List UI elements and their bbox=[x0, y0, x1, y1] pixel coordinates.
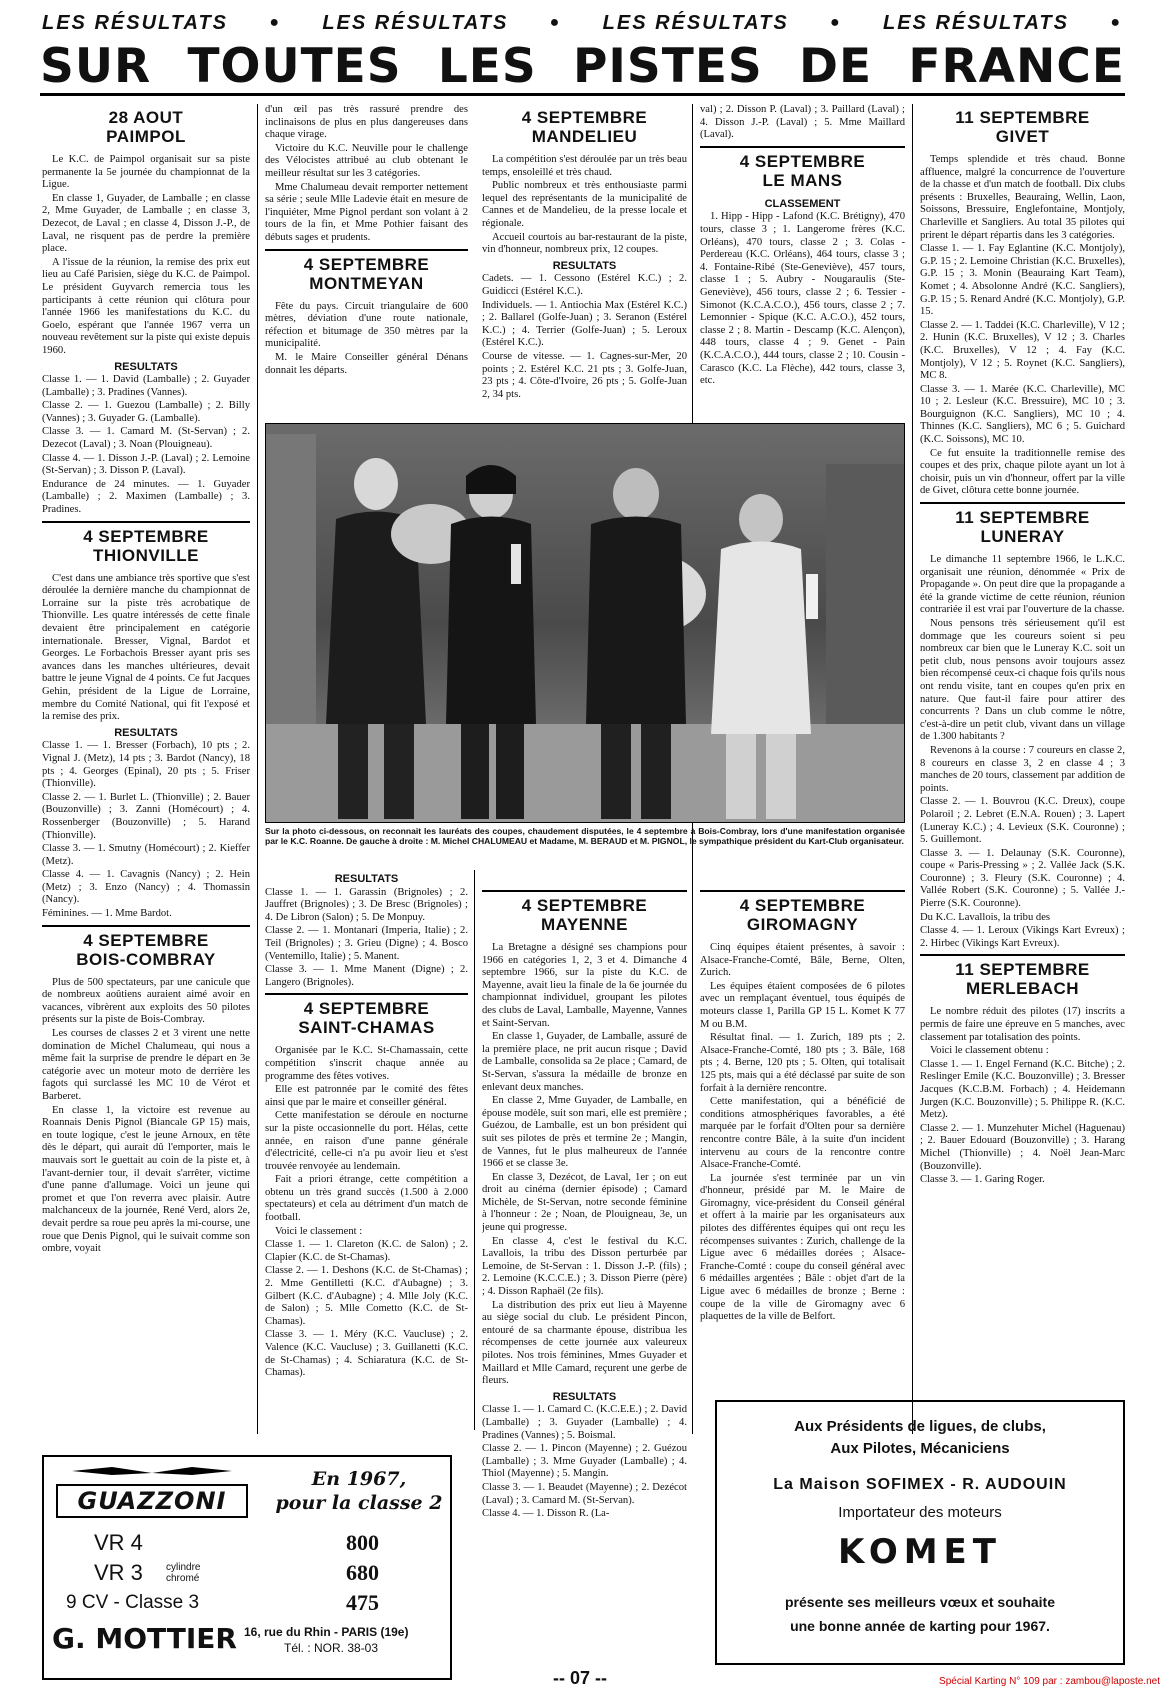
section-heading-thionville: 4 SEPTEMBRE THIONVILLE bbox=[83, 526, 209, 565]
result-line: Classe 2. — 1. Deshons (K.C. de St-Chamas) ; 2. Mme Gentilletti (K.C. d'Aubagne) ; 3. Gilbert (K.C. d'Aubagne) ; 4. Mlle Joly (K.C. de Salon) ; 5. Mlle Cometto (K.C. de St-Chamas). bbox=[265, 1265, 468, 1327]
section-heading-saint-chamas: 4 SEPTEMBRE SAINT-CHAMAS bbox=[298, 999, 435, 1038]
article-paragraph: En classe 1, la victoire est revenue au Roannais Denis Pignol (Biancale GP 15) mais, en toute logique, c'est le jeune Arnoux, en tête dès le départ, qui aurait dû l'emporter, mais le mauvais sort le guettait au coin de la piste et, à l'avant-dernier tour, il devait s'arrêter, victime d'une panne d'allumage. Voici un jeune qui promet et que l'on reverra avec plaisir. Autre malchanceux de la journée, René Verd, alors 2e, devait perdre sa roue peu après la mi-course, une roue que Denis Pignol, qui le suivait comme son ombre, voyait bbox=[42, 1104, 250, 1255]
article-paragraph: Public nombreux et très enthousiaste parmi lequel des représentants de la municipalité de Cannes et de Mandelieu, de la presse locale et régionale. bbox=[482, 180, 687, 229]
result-line: Du K.C. Lavallois, la tribu des bbox=[920, 911, 1051, 923]
article-paragraph: Le dimanche 11 septembre 1966, le L.K.C. organisait une réunion, dénommée « Prix de Propagande ». On peut dire que la propagande a été la grande victime de cette réunion, réunion contrariée il est vrai par l'ouverture de la chasse. bbox=[920, 554, 1125, 616]
result-line: Classe 2. — 1. Burlet L. (Thionville) ; 2. Bauer (Bouzonville) ; 3. Zanni (Homécourt) ; 4. Rossenberger (Bouzonville) ; 5. Harand (Thionville). bbox=[42, 791, 250, 841]
result-line: Classe 1. — 1. Camard C. (K.C.E.E.) ; 2. David (Lamballe) ; 3. Guyader (Lamballe) ; 4. Pradines (Vannes) ; 5. Boismal. bbox=[482, 1404, 687, 1441]
article-paragraph: En classe 2, Mme Guyader, de Lamballe, en épouse modèle, suit son mari, elle est première ; Guézou, de Lamballe, est un bon président qui suit ses pilotes de près et termine 2e ; Mangin, de Vannes, fut le plus malheureux de l'année 1966 et se classe 3e. bbox=[482, 1095, 687, 1170]
sofimex-address-block: Aux Présidents de ligues, de clubs, Aux Pilotes, Mécaniciens bbox=[794, 1418, 1046, 1457]
result-line: Classe 2. — 1. Montanari (Imperia, Italie) ; 2. Teil (Brignoles) ; 3. Grieu (Digne) ; 4. Bosco (Ventemillo, Italie) ; 5. Manent. bbox=[265, 925, 468, 962]
column-5 bbox=[920, 104, 1125, 1394]
page-number: -- 07 -- bbox=[553, 1668, 607, 1688]
section-heading-paimpol: 28 AOUT PAIMPOL bbox=[106, 108, 186, 146]
result-line: Classe 3. — 1. Méry (K.C. Vaucluse) ; 2. Valence (K.C. Vaucluse) ; 3. Guillanetti (K.C. de St-Chamas) ; 4. Schiaratura (K.C. de St-Chamas). bbox=[265, 1329, 468, 1379]
bullet-icon: ● bbox=[549, 14, 562, 31]
column-3-bottom bbox=[482, 870, 687, 1670]
photo-caption: Sur la photo ci-dessous, on reconnait les lauréats des coupes, chaudement disputées, le 4 septembre à Bois-Combray, lors d'une manifestation organisée par le K.C. Roanne. De gauche à droite : M. Michel CHALUMEAU et Madame, M. BERAUD et M. PIGNOL, le sympathique président du Kart-Club organisateur. bbox=[265, 826, 905, 846]
article-paragraph: Elle est patronnée par le comité des fêtes ainsi que par le maire et conseiller général. bbox=[265, 1084, 468, 1108]
article-paragraph: Victoire du K.C. Neuville pour le challenge des Vélocistes attribué au club obtenant le meilleur résultat sur les 3 catégories. bbox=[265, 142, 468, 179]
column-rule bbox=[912, 104, 913, 1434]
article-paragraph: Ce fut ensuite la traditionnelle remise des coupes et des prix, chaque pilote ayant un lot à choisir, puis un vin d'honneur, offert par la ville de Givet, clôtura cette bonne journée. bbox=[920, 447, 1125, 497]
result-line: Classe 1. — 1. Clareton (K.C. de Salon) ; 2. Clapier (K.C. de St-Chamas). bbox=[265, 1239, 468, 1263]
result-line: Classe 3. — 1. Delaunay (S.K. Couronne), coupe « Paris-Pressing » ; 2. Vallée Jack (S.K. Couronne) ; 3. Fleury (S.K. Couronne) ; 4. Vallée Robert (S.K. Couronne) ; 5. Vallée J.-Pierre (S.K. Couronne). bbox=[920, 847, 1125, 910]
result-line: Course de vitesse. — 1. Cagnes-sur-Mer, 20 points ; 2. Estérel K.C. 21 pts ; 3. Golfe-Juan, 23 pts ; 4. Côte-d'Ivoire, 26 pts ; 5. Golfe-Juan 2, 34 pts. bbox=[482, 350, 687, 400]
article-paragraph: La Bretagne a désigné ses champions pour 1966 en catégories 1, 2, 3 et 4. Dimanche 4 septembre 1966, sur la piste du K.C. de Mayenne, avait lieu la finale de la 6e journée du championnat individuel, groupant les pilotes des clubs de Laval, Lamballe, Mayenne, Vannes et Saint-Servan. bbox=[482, 942, 687, 1029]
results-label: RESULTATS bbox=[552, 259, 617, 272]
header-strip bbox=[42, 10, 1122, 36]
result-line: Féminines. — 1. Mme Bardot. bbox=[42, 908, 172, 920]
bullet-icon: ● bbox=[269, 14, 281, 31]
result-line: Classe 3. — 1. Marée (K.C. Charleville), MC 10 ; 2. Lesleur (K.C. Bressuire), MC 10 ; 3. Bourguignon (K.C. Sangliers), MC 10 ; 4. Thinnes (K.C. Sangliers), MC 6 ; 5. Guichard (K.C. Soissons), MC 10. bbox=[920, 383, 1125, 446]
article-paragraph: Cinq équipes étaient présentes, à savoir : Alsace-Franche-Comté, Bâle, Berne, Olten, Zurich. bbox=[700, 942, 905, 979]
komet-brand: KOMET bbox=[838, 1532, 1002, 1572]
result-line: Individuels. — 1. Antiochia Max (Estérel K.C.) ; 2. Ballarel (Golfe-Juan) ; 3. Seranon (Estérel K.C.) ; 4. Terrier (Golfe-Juan) ; 5. Leroux (Estérel K.C.). bbox=[482, 299, 687, 349]
section-divider bbox=[42, 521, 250, 523]
results-label: RESULTATS bbox=[552, 1390, 617, 1403]
section-heading-montmeyan: 4 SEPTEMBRE MONTMEYAN bbox=[303, 254, 430, 293]
section-divider bbox=[42, 925, 250, 927]
column-3-top bbox=[482, 104, 687, 420]
article-paragraph: Résultat final. — 1. Zurich, 189 pts ; 2. Alsace-Franche-Comté, 180 pts ; 3. Bâle, 168 pts ; 4. Berne, 120 pts ; 5. Olten, qui totalisait 125 pts, mais qui a été déclassé par suite de son forfait à la dernière rencontre. bbox=[700, 1032, 905, 1094]
article-paragraph: Revenons à la course : 7 coureurs en classe 2, 8 coureurs en classe 3, 2 en classe 4 ; 3 manches de 20 tours, classement par addition de points. bbox=[920, 744, 1125, 794]
column-4-bottom bbox=[700, 870, 905, 1390]
article-paragraph: En classe 4, c'est le festival du K.C. Lavallois, la tribu des Disson perturbée par Lemoine, de St-Servan : 1. Disson J.-P. (fils) ; 2. Lemoine (K.C.C.E.) ; 3. Disson Pierre (père) ; 4. Disson Raphaël (2e fils). bbox=[482, 1235, 687, 1298]
result-line: Classe 4. — 1. Disson J.-P. (Laval) ; 2. Lemoine (St-Servan) ; 3. Disson P. (Laval). bbox=[42, 452, 250, 477]
result-line: Classe 4. — 1. Disson R. (La- bbox=[482, 1508, 610, 1520]
article-paragraph: En classe 3, Dezécot, de Laval, 1er ; on eut droit au cinéma (dernier épisode) ; Camard Michèle, de St-Servan, notre seconde féminine à l'honneur : 2e ; Noan, de Plouigneau, 3e, un jeune qui progresse. bbox=[482, 1171, 687, 1234]
section-heading-merlebach: 11 SEPTEMBRE MERLEBACH bbox=[955, 960, 1090, 999]
strip-label: LES RÉSULTATS bbox=[882, 11, 1069, 34]
sofimex-advertisement bbox=[715, 1400, 1125, 1665]
guazzoni-slogan: En 1967, pour la classe 2 bbox=[275, 1468, 443, 1514]
title-word: FRANCE bbox=[908, 39, 1125, 94]
page-title bbox=[40, 38, 1125, 96]
article-paragraph: La distribution des prix eut lieu à Mayenne au siège social du club. Le président Pincon, entouré de sa charmante épouse, distribua les récompenses de cette journée aux valeureux pilotes. Nos trois féminines, Mmes Guyader et Maillard et Mlle Camard, reçurent une gerbe de fleurs. bbox=[482, 1299, 687, 1387]
section-heading-mayenne: 4 SEPTEMBRE MAYENNE bbox=[521, 896, 648, 934]
article-paragraph: La compétition s'est déroulée par un très beau temps, ensoleillé et très chaud. bbox=[482, 154, 687, 178]
results-label: CLASSEMENT bbox=[764, 197, 841, 210]
article-paragraph: val) ; 2. Disson P. (Laval) ; 3. Paillard (Laval) ; 4. Disson J.-P. (Laval) ; 5. Mme Maillard (Laval). bbox=[700, 104, 905, 141]
article-paragraph: Voici le classement obtenu : bbox=[930, 1045, 1049, 1057]
result-line: Classe 1. — 1. David (Lamballe) ; 2. Guyader (Lamballe) ; 3. Pradines (Vannes). bbox=[42, 374, 250, 398]
section-divider bbox=[265, 993, 468, 995]
article-paragraph: Temps splendide et très chaud. Bonne affluence, malgré la concurrence de l'ouverture de la chasse et d'un match de football. Dix clubs présents : Bruxelles, Beauraing, Wellin, Laon, Soissons, Bressuire, Englefontaine, Montjoly, Charleville et Sangliers. Au total 35 pilotes qui prirent le départ répartis dans les 3 catégories. bbox=[920, 154, 1125, 241]
result-line: Classe 2. — 1. Taddei (K.C. Charleville), V 12 ; 2. Hunin (K.C. Bruxelles), V 12 ; 3. Charles (K.C. Bruxelles), V 12 ; 4. Fay (K.C. Montjoly), V 12 ; 5. Roynet (K.C. Sangliers), MC 8. bbox=[920, 319, 1125, 382]
sofimex-importer: Importateur des moteurs bbox=[838, 1504, 1002, 1521]
article-paragraph: Le K.C. de Paimpol organisait sur sa piste permanente la 5e journée du championnat de la Ligue. bbox=[42, 154, 250, 191]
title-word: SUR bbox=[40, 39, 152, 94]
title-word: TOUTES bbox=[187, 39, 402, 94]
result-line: Classe 3. — 1. Mme Manent (Digne) ; 2. Langero (Brignoles). bbox=[265, 964, 468, 988]
dealer-address: 16, rue du Rhin - PARIS (19e) Tél. : NOR. 38-03 bbox=[244, 1625, 409, 1655]
article-paragraph: La journée s'est terminée par un vin d'honneur, présidé par M. le Maire de Giromagny, vice-président du Conseil général et offert à la mairie par les organisateurs aux pilotes des différentes équipes qui ont reçu les récompenses suivantes : Zurich, challenge de la Ligue avec 6 médailles dorées ; Alsace-Franche-Comté : coupe du conseil général avec 6 médailles argentées ; Bâle : objet d'art de la Ligue avec 6 médailles de bronze ; Berne : coupe de la ville de Giromagny avec 6 plaquettes de la ville de Belfort. bbox=[700, 1172, 905, 1323]
strip-label: LES RÉSULTATS bbox=[42, 11, 228, 34]
article-paragraph: Cette manifestation se déroule en nocturne sur la piste occasionnelle du port. Hélas, cette année, en raison d'une panne générale d'électricité, celle-ci n'a pu avoir lieu et s'est trouvée renvoyée au lendemain. bbox=[265, 1110, 468, 1172]
article-paragraph: Les équipes étaient composées de 6 pilotes avec un remplaçant éventuel, tous équipés de moteurs classe 1, Parilla GP 15 L. Komet K 77 M ou B.M. bbox=[700, 980, 905, 1030]
article-paragraph: Cette manifestation, qui a bénéficié de conditions atmosphériques favorables, a été marquée par le forfait d'Olten pour sa dernière rencontre contre Bâle, à la suite d'un incident intervenu au cours de la rencontre contre Alsace-Franche-Comté. bbox=[700, 1096, 905, 1171]
article-paragraph: Organisée par le K.C. St-Chamassain, cette compétition s'inscrit chaque année au programme des fêtes votives. bbox=[265, 1045, 468, 1082]
section-heading-mandelieu: 4 SEPTEMBRE MANDELIEU bbox=[521, 108, 648, 146]
result-line: Endurance de 24 minutes. — 1. Guyader (Lamballe) ; 2. Maximen (Lamballe) ; 3. Pradines. bbox=[42, 478, 250, 516]
article-paragraph: Accueil courtois au bar-restaurant de la piste, vin d'honneur, nombreux prix, 12 coupes. bbox=[482, 231, 687, 256]
article-paragraph: En classe 1, Guyader, de Lamballe, assuré de la première place, ne prit aucun risque ; David de Lamballe, consolida sa 2e place ; Camard, de St-Servan, s'assura la médaille de bronze en enlevant deux manches. bbox=[482, 1031, 687, 1093]
price-row: VR 4 800 bbox=[94, 1530, 379, 1555]
column-2-top bbox=[265, 104, 468, 420]
section-heading-givet: 11 SEPTEMBRE GIVET bbox=[955, 108, 1090, 146]
bullet-icon: ● bbox=[1110, 14, 1122, 31]
result-line: Classe 1. — 1. Engel Fernand (K.C. Bitche) ; 2. Reslinger Emile (K.C. Bouzonville) ; 3. Bresser Jacques (K.C.B.M. Forbach) ; 4. Heidemann Jurgen (K.C. Bouzonville) ; 5. Philippe R. (K.C. Metz). bbox=[920, 1058, 1125, 1121]
section-divider bbox=[700, 890, 905, 892]
guazzoni-logo bbox=[52, 1463, 252, 1523]
article-paragraph: d'un œil pas très rassuré prendre des inclinaisons de plus en plus dangereuses dans chaque virage. bbox=[265, 104, 468, 141]
result-line: Classe 2. — 1. Guezou (Lamballe) ; 2. Billy (Vannes) ; 3. Guyader G. (Lamballe). bbox=[42, 400, 250, 424]
result-line: Classe 2. — 1. Bouvrou (K.C. Dreux), coupe Polaroil ; 2. Lebret (E.N.A. Rouen) ; 3. Lapert (Luneray K.C.) ; 4. Levieux (S.K. Couronne) ; 5. Guillemont. bbox=[920, 796, 1125, 846]
article-paragraph: Fête du pays. Circuit triangulaire de 600 mètres, déviation d'une route nationale, réfection et bitumage de 350 mètres par la municipalité. bbox=[265, 300, 468, 350]
result-line: Classe 3. — 1. Garing Roger. bbox=[920, 1174, 1045, 1186]
column-rule bbox=[474, 870, 475, 1430]
section-heading-giromagny: 4 SEPTEMBRE GIROMAGNY bbox=[739, 896, 866, 934]
title-word: LES bbox=[437, 39, 537, 94]
column-1 bbox=[42, 104, 250, 1674]
price-row: VR 3 cylindre chromé 680 bbox=[94, 1560, 379, 1585]
column-rule bbox=[257, 104, 258, 1434]
result-line: Classe 2. — 1. Pincon (Mayenne) ; 2. Guézou (Lamballe) ; 3. Mme Guyader (Lamballe) ; 4. Thiol (Mayenne) ; 5. Mangin. bbox=[482, 1443, 687, 1480]
title-word: PISTES bbox=[572, 39, 763, 94]
strip-label: LES RÉSULTATS bbox=[322, 11, 509, 34]
section-divider bbox=[920, 502, 1125, 504]
result-line: Classe 1. — 1. Fay Eglantine (K.C. Montjoly), G.P. 15 ; 2. Lemoine Christian (K.C. Bruxelles), G.P. 15 ; 3. Monin (Beauraing Kart Team), Komet ; 4. Absolonne André (K.C. Sangliers), G.P. 15 ; 5. Renard André (K.C. Montjoly), G.P. 15. bbox=[920, 243, 1125, 318]
section-heading-le-mans: 4 SEPTEMBRE LE MANS bbox=[739, 151, 866, 190]
article-paragraph: A l'issue de la réunion, la remise des prix eut lieu au Café Parisien, siège du K.C. de Paimpol. Le président Guyvarch remercia tous les participants à cette réunion qui clôtura pour l'année 1966 les manifestations du K.C. du Goelo, espérant que l'année 1967 verra un nouveau revêtement sur la piste qui existe depuis 1960. bbox=[42, 256, 250, 356]
result-line: Classe 3. — 1. Camard M. (St-Servan) ; 2. Dezecot (Laval) ; 3. Noan (Plouigneau). bbox=[42, 426, 250, 451]
column-4-top bbox=[700, 104, 905, 420]
article-paragraph: M. le Maire Conseiller général Dénans donnait les départs. bbox=[265, 351, 468, 376]
results-label: RESULTATS bbox=[114, 360, 178, 373]
article-paragraph: En classe 1, Guyader, de Lamballe ; en classe 2, Mme Guyader, de Lamballe ; en classe 3, Dezecot, de Laval ; en classe 4, Disson J.-P., de Laval, ne risquent pas de perdre la première place. bbox=[42, 192, 250, 255]
section-divider bbox=[700, 146, 905, 148]
result-line: Classe 3. — 1. Beaudet (Mayenne) ; 2. Dezécot (Laval) ; 3. Camard M. (St-Servan). bbox=[482, 1481, 687, 1506]
sofimex-company: La Maison SOFIMEX - R. AUDOUIN bbox=[773, 1476, 1067, 1493]
scan-credit: Spécial Karting N° 109 par : zambou@laposte.net bbox=[939, 1676, 1160, 1687]
article-paragraph: 1. Hipp - Hipp - Lafond (K.C. Brétigny), 470 tours, classe 3 ; 1. Langerome frères (K.C. Orléans), 470 tours, classe 2 ; 3. Colas - Perdereau (K.C. Orléans), 464 tours, classe 3 ; 4. Fontaine-Ribé (Ste-Geneviève), 457 tours, classe 1 ; 5. Aubry - Nougaraulis (Ste-Geneviève), 456 tours, classe 2 ; 6. Tessier - Simonot (K.C.A.C.O.), 456 tours, classe 2 ; 7. Lemonnier - Spique (K.C. A.C.O.), 452 tours, classe 2 ; 8. Martin - Descamp (K.C. Alençon), 448 tours, classe 4 ; 9. Genet - Pain (K.C.A.C.O.), 444 tours, classe 2 ; 10. Cousin - Carasco (K.C. La Flèche), 442 tours, classe 3, etc. bbox=[700, 211, 905, 387]
bullet-icon: ● bbox=[829, 14, 842, 31]
strip-label: LES RÉSULTATS bbox=[602, 11, 789, 34]
title-word: DE bbox=[799, 39, 873, 94]
section-divider bbox=[920, 954, 1125, 956]
dealer-name: G. MOTTIER bbox=[52, 1622, 237, 1655]
result-line: Classe 4. — 1. Cavagnis (Nancy) ; 2. Hein (Metz) ; 3. Enzo (Nancy) ; 4. Thomassin (Nancy). bbox=[42, 869, 250, 906]
article-paragraph: Nous pensons très sérieusement qu'il est dommage que les coureurs soient si peu nombreux car bien que le Luneray K.C. soit un petit club, nous pensons avoir toujours assez bien récompensé ceux-ci chaque fois qu'ils nous ont rendu visite, tant en coupes qu'en prix en nature. Que faut-il faire pour attirer des concurrents ? Dans un club comme le nôtre, c'est-à-dire un petit club, vivant dans un village de 1.300 habitants ? bbox=[920, 618, 1125, 743]
sofimex-wishes: présente ses meilleurs vœux et souhaite une bonne année de karting pour 1967. bbox=[785, 1594, 1055, 1634]
section-heading-bois-combray: 4 SEPTEMBRE BOIS-COMBRAY bbox=[76, 930, 216, 969]
result-line: Classe 3. — 1. Smutny (Homécourt) ; 2. Kieffer (Metz). bbox=[42, 843, 250, 867]
article-paragraph: Les courses de classes 2 et 3 virent une nette domination de Michel Chalumeau, qui nous a même fait la surprise de prendre le départ en 3e catégorie avec un moteur moto de derrière les fagots qui surclassé les MC 10 de Vérot et Barberet. bbox=[42, 1028, 250, 1102]
section-divider bbox=[482, 890, 687, 892]
article-paragraph: Mme Chalumeau devait remporter nettement sa série ; seule Mlle Ladevie était en mesure de l'inquiéter, Mme Pignol perdant son volant à 2 tours de la fin, et Mme Pothier faisant des débuts sages et prudents. bbox=[265, 181, 468, 243]
result-line: Classe 2. — 1. Munzehuter Michel (Haguenau) ; 2. Bauer Edouard (Bouzonville) ; 3. Harang Michel (Thionville) ; 4. Noël Jean-Marc (Bouzonville). bbox=[920, 1122, 1125, 1172]
column-2-bottom bbox=[265, 870, 468, 1445]
event-photo bbox=[265, 423, 905, 823]
result-line: Cadets. — 1. Cessono (Estérel K.C.) ; 2. Guidicci (Estérel K.C.). bbox=[482, 273, 687, 297]
article-paragraph: Voici le classement : bbox=[275, 1225, 363, 1237]
result-line: Classe 4. — 1. Leroux (Vikings Kart Evreux) ; 2. Hirbec (Vikings Kart Evreux). bbox=[920, 925, 1125, 949]
results-label: RESULTATS bbox=[114, 726, 178, 739]
result-line: Classe 1. — 1. Bresser (Forbach), 10 pts ; 2. Vignal J. (Metz), 14 pts ; 3. Bardot (Nancy), 18 pts ; 4. Georges (Epinal), 20 pts ; 5. Friser (Thionville). bbox=[42, 740, 250, 790]
guazzoni-advertisement bbox=[42, 1455, 452, 1680]
photo-image bbox=[266, 424, 905, 823]
article-paragraph: Fait a priori étrange, cette compétition a obtenu un très grand succès (1.500 à 2.000 spectateurs) et cela au détriment d'un match de football. bbox=[265, 1174, 468, 1224]
section-divider bbox=[265, 249, 468, 251]
result-line: Classe 1. — 1. Garassin (Brignoles) ; 2. Jauffret (Brignoles) ; 3. De Bresc (Brignoles) ; 4. De Libron (Salon) ; 5. De Monpuy. bbox=[265, 886, 468, 923]
article-paragraph: C'est dans une ambiance très sportive que s'est déroulée la dernière manche du championnat de Lorraine sur la piste très acrobatique de Thionville. Les quatre intéressés de cette finale devaient être principalement en catégorie internationale. Bresser, Vignal, Bardot et Georges. Le Forbachois Bresser ayant pris ses avances dans les manches ultérieures, devait battre le jeune Vignal de 4 points. Ce fut Jacques Gehin, président de la Ligue de Lorraine, membre du Comité National, qui fit l'exposé et la remise des prix. bbox=[42, 572, 250, 723]
price-row: 9 CV - Classe 3 475 bbox=[66, 1590, 379, 1615]
guazzoni-brand: GUAZZONI bbox=[77, 1487, 227, 1515]
article-paragraph: Le nombre réduit des pilotes (17) inscrits a permis de faire une épreuve en 5 manches, avec classement par totalisation des points. bbox=[920, 1006, 1125, 1043]
article-paragraph: Plus de 500 spectateurs, par une canicule que de nombreux aoûtiens auraient aimé avoir en vacances, vibrèrent aux exploits des 50 pilotes présents sur la piste de Bois-Combray. bbox=[42, 976, 250, 1026]
results-label: RESULTATS bbox=[334, 873, 399, 885]
section-heading-luneray: 11 SEPTEMBRE LUNERAY bbox=[955, 508, 1090, 547]
